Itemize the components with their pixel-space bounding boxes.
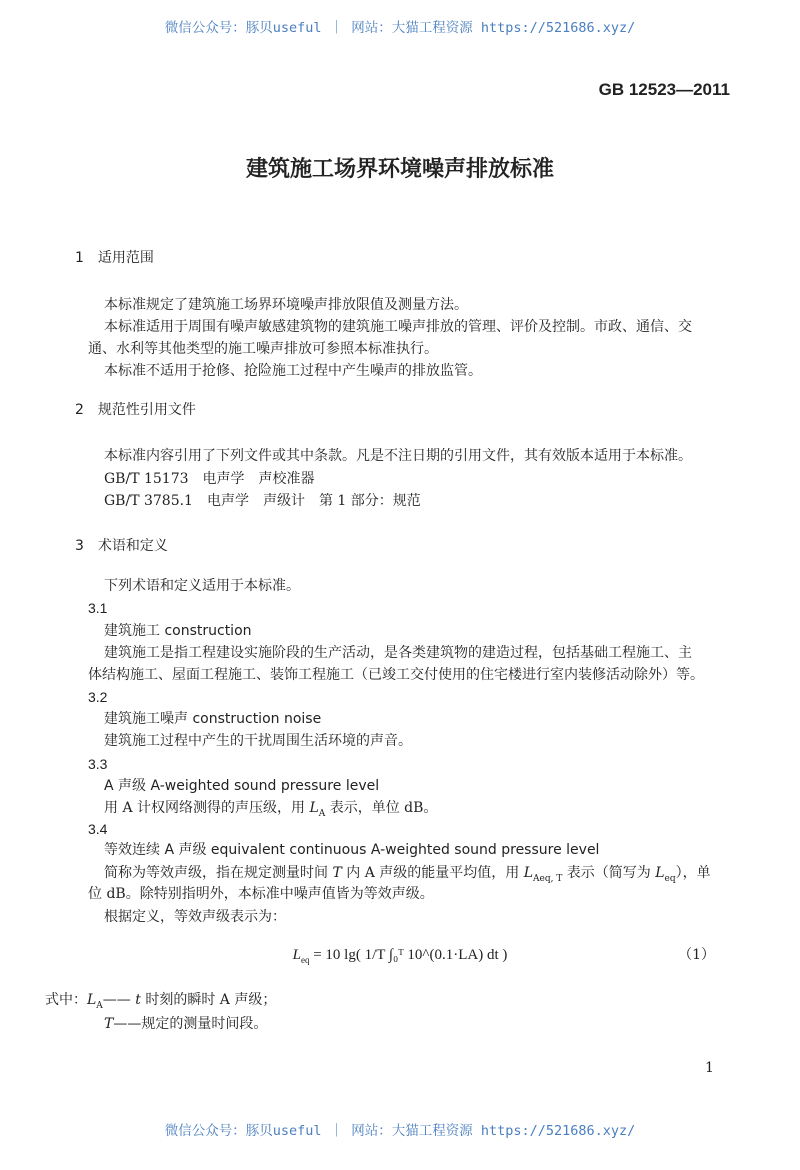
reference-item: GB/T 3785.1 电声学 声级计 第 1 部分：规范 bbox=[104, 493, 421, 509]
definition: 根据定义，等效声级表示为： bbox=[104, 909, 286, 925]
definition: 建筑施工是指工程建设实施阶段的生产活动，是各类建筑物的建造过程，包括基础工程施工、主 bbox=[104, 645, 692, 661]
definition: 建筑施工过程中产生的干扰周围生活环境的声音。 bbox=[104, 733, 412, 749]
page-number: 1 bbox=[705, 1060, 714, 1076]
clause-number: 3.1 bbox=[88, 600, 108, 616]
document-title: 建筑施工场界环境噪声排放标准 bbox=[245, 157, 554, 182]
paragraph: 本标准不适用于抢修、抢险施工过程中产生噪声的排放监管。 bbox=[104, 363, 482, 379]
paragraph: 通、水利等其他类型的施工噪声排放可参照本标准执行。 bbox=[88, 341, 438, 357]
reference-item: GB/T 15173 电声学 声校准器 bbox=[104, 471, 315, 487]
clause-number: 3.3 bbox=[88, 756, 108, 772]
paragraph: 下列术语和定义适用于本标准。 bbox=[104, 578, 300, 594]
symbol-legend: T——规定的测量时间段。 bbox=[104, 1016, 268, 1032]
term-heading: 等效连续 A 声级 equivalent continuous A-weighted sound pressure level bbox=[104, 842, 600, 858]
standard-number: GB 12523—2011 bbox=[598, 80, 730, 99]
definition: 位 dB。除特别指明外，本标准中噪声值皆为等效声级。 bbox=[88, 886, 434, 902]
definition: 体结构施工、屋面工程施工、装饰工程施工（已竣工交付使用的住宅楼进行室内装修活动除外）等。 bbox=[88, 667, 704, 683]
paragraph: 本标准规定了建筑施工场界环境噪声排放限值及测量方法。 bbox=[104, 297, 468, 313]
definition: 简称为等效声级，指在规定测量时间 T 内 A 声级的能量平均值，用 $L_{Aeq, T}$ 表示（简写为 $L_{eq}$），单 bbox=[104, 865, 711, 884]
equation-number: （1） bbox=[678, 947, 715, 963]
equation: $L_{eq} = 10$ lg( 1/T ∫₀ᵀ 10^(0.1·LA) dt ) bbox=[292, 947, 508, 965]
paragraph: 本标准适用于周围有噪声敏感建筑物的建筑施工噪声排放的管理、评价及控制。市政、通信、交 bbox=[104, 319, 692, 335]
clause-number: 3.4 bbox=[88, 821, 108, 837]
watermark-top: 微信公众号：豚贝useful ｜ 网站：大猫工程资源 https://521686.xyz/ bbox=[164, 20, 636, 36]
clause-number: 3.2 bbox=[88, 689, 108, 705]
section-1-heading: 1 适用范围 bbox=[75, 250, 154, 266]
section-2-heading: 2 规范性引用文件 bbox=[75, 402, 196, 418]
section-3-heading: 3 术语和定义 bbox=[75, 538, 168, 554]
term-heading: 建筑施工 construction bbox=[104, 623, 252, 639]
symbol-legend: 式中：$L_A——$ t 时刻的瞬时 A 声级； bbox=[45, 992, 277, 1011]
term-heading: A 声级 A-weighted sound pressure level bbox=[104, 778, 380, 794]
paragraph: 本标准内容引用了下列文件或其中条款。凡是不注日期的引用文件，其有效版本适用于本标准。 bbox=[104, 448, 692, 464]
term-heading: 建筑施工噪声 construction noise bbox=[104, 711, 322, 727]
watermark-bottom: 微信公众号：豚贝useful ｜ 网站：大猫工程资源 https://521686.xyz/ bbox=[164, 1123, 636, 1139]
definition: 用 A 计权网络测得的声压级，用 $L_A$ 表示，单位 dB。 bbox=[104, 800, 438, 819]
